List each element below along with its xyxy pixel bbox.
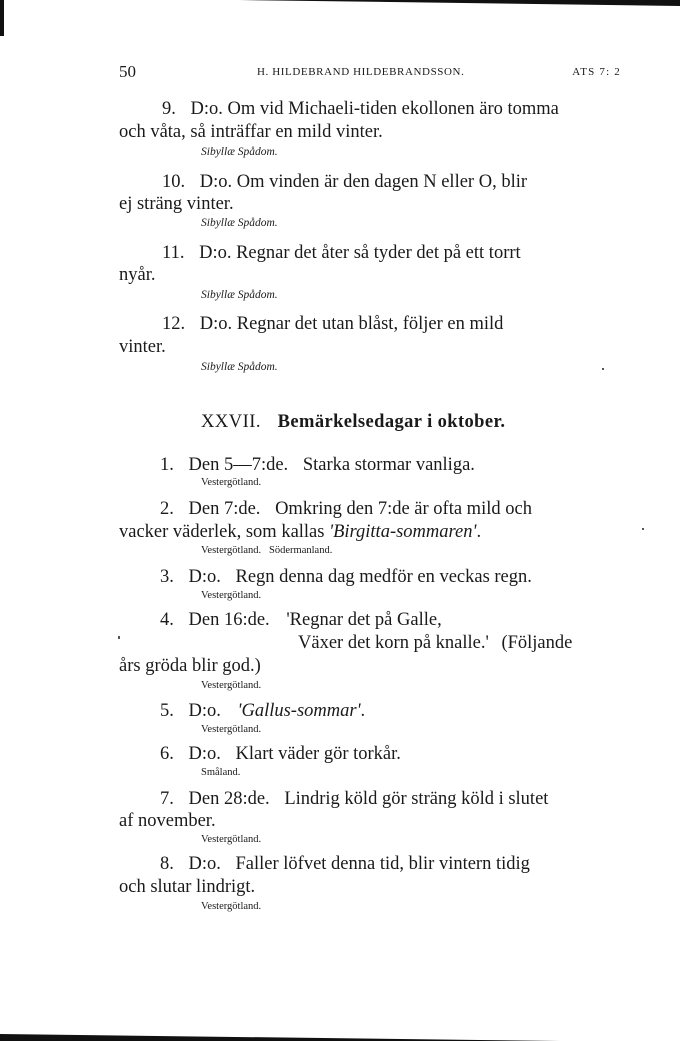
entry-number: 3.: [160, 567, 174, 587]
entry-number: 7.: [160, 789, 174, 809]
oct-entry-2-source: Vestergötland. Södermanland.: [201, 545, 333, 556]
punctuation: .: [476, 522, 482, 542]
entry-number: 1.: [160, 455, 174, 475]
entry-text: Starka stormar vanliga.: [302, 455, 475, 475]
oct-entry-4-line-3: års gröda blir god.): [119, 656, 261, 676]
entry-date: Den 28:de.: [188, 789, 270, 809]
entry-9-source: Sibyllæ Spådom.: [201, 146, 278, 158]
oct-entry-4-line-2: [298, 632, 621, 654]
entry-text: Regn denna dag medför en veckas regn.: [235, 567, 532, 587]
oct-entry-7-line-1: [160, 788, 621, 810]
oct-entry-8-source: Vestergötland.: [201, 901, 262, 912]
verse-line: 'Regnar det på Galle,: [286, 610, 442, 630]
scan-speck: [118, 636, 120, 639]
entry-10-line-1: [162, 171, 621, 193]
oct-entry-5: [160, 700, 365, 722]
oct-entry-3: [160, 566, 532, 588]
entry-9-line-1: [162, 98, 621, 120]
entry-text: vacker väderlek, som kallas: [119, 522, 330, 542]
entry-text: Faller löfvet denna tid, blir vintern tidig: [235, 854, 530, 874]
section-title: Bemärkelsedagar i oktober.: [277, 412, 506, 432]
entry-number: 12.: [162, 314, 186, 334]
oct-entry-1-source: Vestergötland.: [201, 477, 262, 488]
oct-entry-4-line-1: [160, 609, 442, 631]
running-header: [119, 62, 621, 82]
oct-entry-6-source: Småland.: [201, 767, 241, 778]
entry-text: D:o. Regnar det åter så tyder det på ett torrt: [199, 243, 521, 263]
oct-entry-5-source: Vestergötland.: [201, 724, 262, 735]
entry-12-line-2: vinter.: [119, 337, 166, 357]
entry-11-line-2: nyår.: [119, 265, 156, 285]
entry-number: 4.: [160, 610, 174, 630]
entry-number: 8.: [160, 854, 174, 874]
entry-text: (Följande: [501, 633, 573, 653]
entry-number: 11.: [162, 243, 185, 263]
entry-10-source: Sibyllæ Spådom.: [201, 217, 278, 229]
entry-date: Den 16:de.: [188, 610, 270, 630]
entry-date: D:o.: [188, 701, 221, 721]
oct-entry-8-line-2: och slutar lindrigt.: [119, 877, 256, 897]
punctuation: .: [360, 701, 366, 721]
series-label: ATS 7: 2: [572, 66, 621, 78]
entry-text: Omkring den 7:de är ofta mild och: [275, 499, 532, 519]
entry-date: D:o.: [188, 567, 221, 587]
oct-entry-8-line-1: [160, 853, 621, 875]
entry-number: 5.: [160, 701, 174, 721]
entry-date: D:o.: [188, 744, 221, 764]
verse-line: Växer det korn på knalle.': [298, 633, 489, 653]
entry-9-line-2: och våta, så inträffar en mild vinter.: [119, 122, 383, 142]
entry-12-line-1: [162, 313, 621, 335]
entry-text: Klart väder gör torkår.: [235, 744, 401, 764]
entry-text: D:o. Om vinden är den dagen N eller O, blir: [199, 172, 528, 192]
oct-entry-7-source: Vestergötland.: [201, 834, 262, 845]
entry-12-source: Sibyllæ Spådom.: [201, 361, 278, 373]
section-heading: [201, 412, 505, 433]
entry-number: 10.: [162, 172, 186, 192]
scan-speck: [642, 528, 644, 530]
entry-text: Lindrig köld gör sträng köld i slutet: [284, 789, 549, 809]
entry-date: Den 7:de.: [188, 499, 261, 519]
entry-term: 'Gallus-sommar': [237, 701, 361, 721]
oct-entry-6: [160, 743, 401, 765]
entry-term: 'Birgitta-sommaren': [329, 522, 477, 542]
oct-entry-7-line-2: af november.: [119, 811, 216, 831]
entry-number: 6.: [160, 744, 174, 764]
entry-11-line-1: [162, 242, 621, 264]
entry-text: D:o. Om vid Michaeli-tiden ekollonen äro tomma: [190, 99, 559, 119]
entry-10-line-2: ej sträng vinter.: [119, 194, 234, 214]
entry-text: D:o. Regnar det utan blåst, följer en mild: [199, 314, 504, 334]
oct-entry-3-source: Vestergötland.: [201, 590, 262, 601]
entry-number: 9.: [162, 99, 176, 119]
entry-date: D:o.: [188, 854, 221, 874]
page-number: 50: [119, 62, 136, 81]
running-author: H. HILDEBRAND HILDEBRANDSSON.: [257, 66, 465, 78]
oct-entry-2-line-2: [119, 521, 481, 543]
entry-date: Den 5—7:de.: [188, 455, 289, 475]
scan-speck: [602, 368, 604, 370]
oct-entry-1: [160, 454, 475, 476]
entry-number: 2.: [160, 499, 174, 519]
section-number: XXVII.: [201, 412, 262, 432]
oct-entry-4-source: Vestergötland.: [201, 680, 262, 691]
oct-entry-2-line-1: [160, 498, 621, 520]
entry-11-source: Sibyllæ Spådom.: [201, 289, 278, 301]
